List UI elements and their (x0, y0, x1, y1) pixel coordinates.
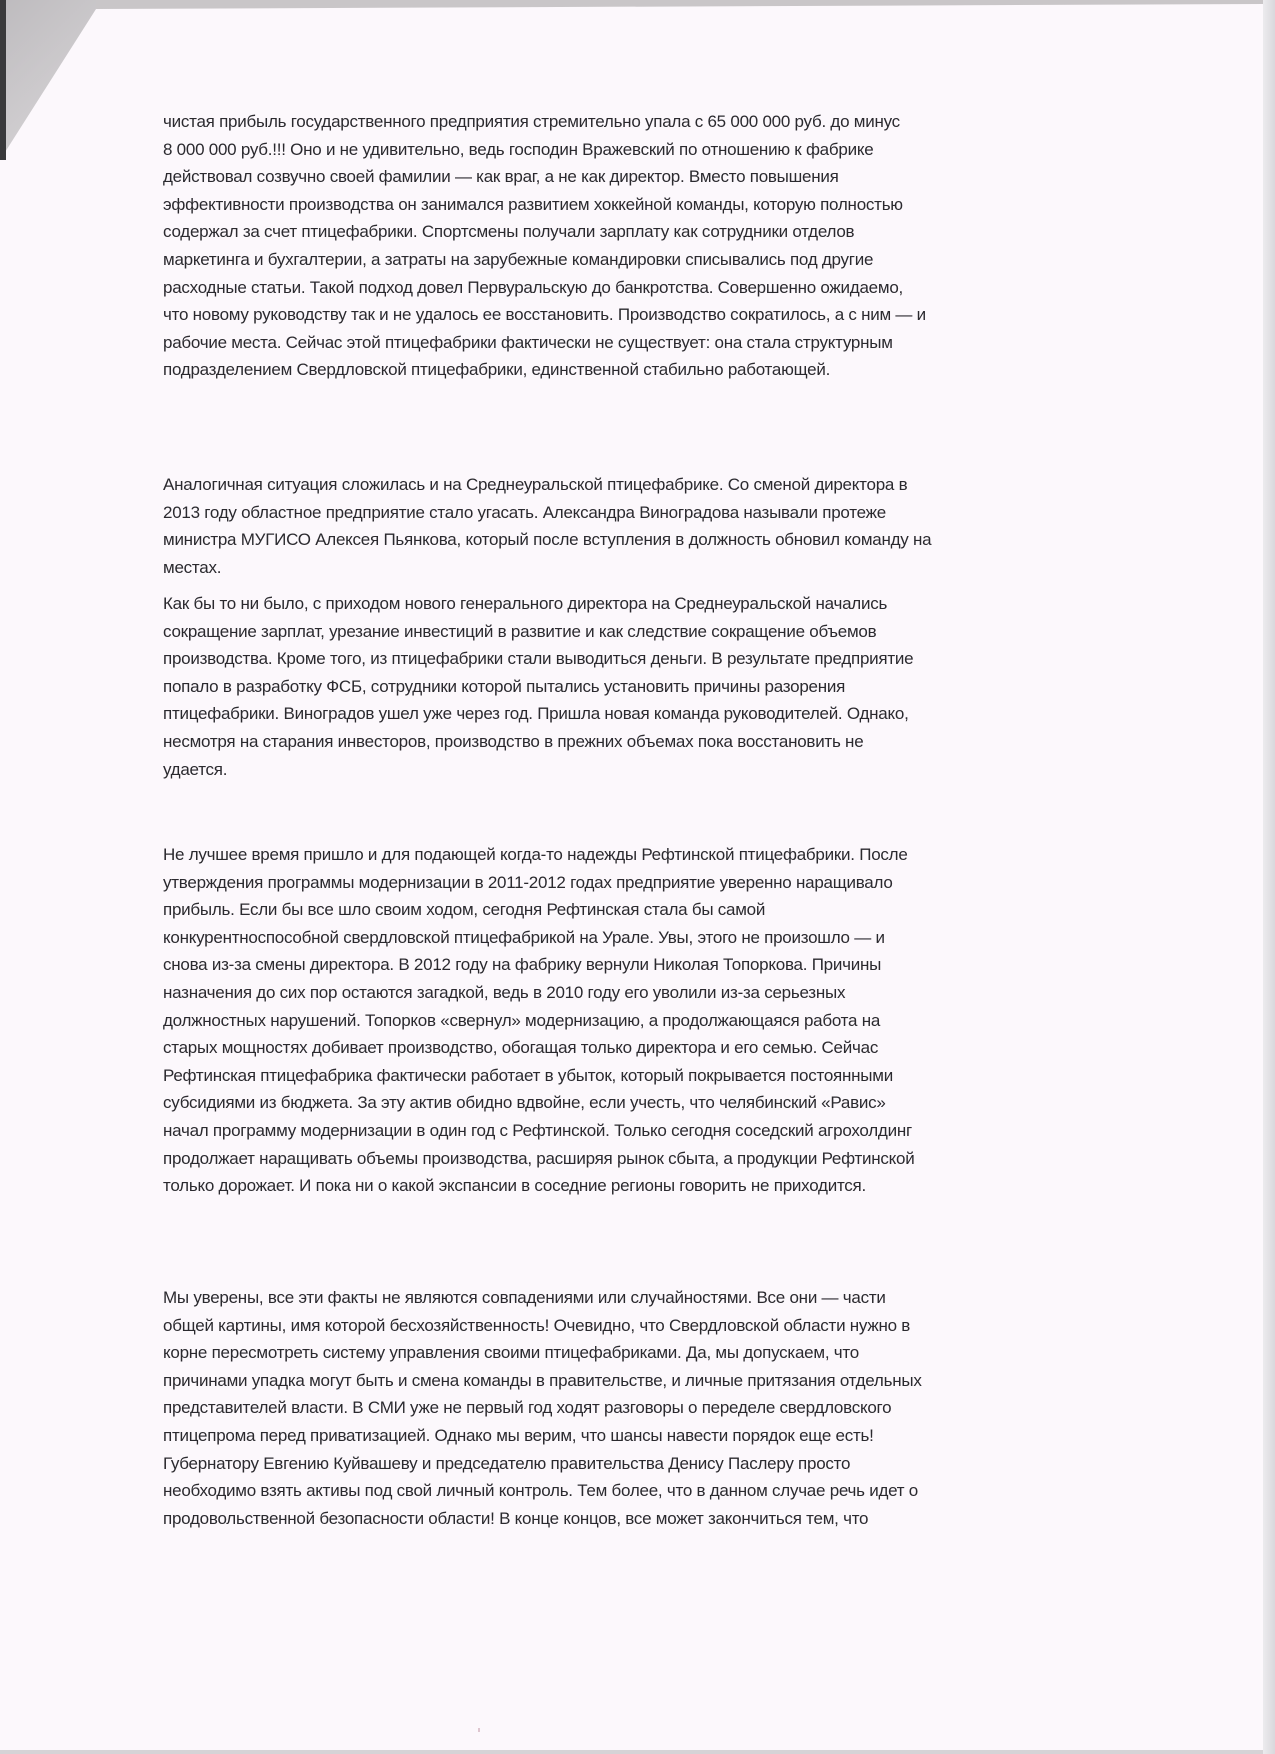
text-line: должностных нарушений. Топорков «свернул» модернизацию, а продолжающаяся работа на (163, 1010, 881, 1030)
text-line: продовольственной безопасности области! В конце концов, все может закончиться тем, что (163, 1508, 869, 1528)
page-right-edge (1263, 0, 1275, 1754)
text-line: субсидиями из бюджета. За эту актив обидно вдвойне, если учесть, что челябинский «Равис» (163, 1093, 886, 1113)
text-line: 8 000 000 руб.!!! Оно и не удивительно, ведь господин Вражевский по отношению к фабрике (163, 139, 874, 159)
text-line: содержал за счет птицефабрики. Спортсмены получали зарплату как сотрудники отделов (163, 222, 855, 242)
text-line: расходные статьи. Такой подход довел Первуральскую до банкротства. Совершенно ожидаемо, (163, 277, 903, 297)
text-line: рабочие места. Сейчас этой птицефабрики фактически не существует: она стала структурным (163, 332, 893, 352)
scan-edge-shadow (0, 0, 6, 160)
text-line: птицефабрики. Виноградов ушел уже через год. Пришла новая команда руководителей. Однако, (163, 704, 909, 724)
text-line: прибыль. Если бы все шло своим ходом, сегодня Рефтинская стала бы самой (163, 900, 766, 920)
text-line: снова из-за смены директора. В 2012 году на фабрику вернули Николая Топоркова. Причины (163, 955, 882, 975)
text-line: общей картины, имя которой бесхозяйственность! Очевидно, что Свердловской области нужно в (163, 1315, 911, 1335)
scan-speck (478, 1728, 480, 1732)
text-line: Как бы то ни было, с приходом нового генерального директора на Среднеуральской начались (163, 594, 888, 613)
text-line: подразделением Свердловской птицефабрики, единственной стабильно работающей. (163, 360, 831, 380)
text-line: действовал созвучно своей фамилии — как враг, а не как директор. Вместо повышения (163, 167, 839, 187)
text-line: министра МУГИСО Алексея Пьянкова, который после вступления в должность обновил команду на (163, 530, 932, 550)
text-line: причинами упадка могут быть и смена команды в правительстве, и личные притязания отдельных (163, 1370, 922, 1390)
text-line: производства. Кроме того, из птицефабрики стали выводиться деньги. В результате предприятие (163, 649, 914, 669)
text-line: сокращение зарплат, урезание инвестиций в развитие и как следствие сокращение объемов (163, 621, 877, 641)
text-line: назначения до сих пор остаются загадкой, ведь в 2010 году его уволили из-за серьезных (163, 983, 846, 1002)
text-line: Губернатору Евгению Куйвашеву и председателю правительства Денису Паслеру просто (163, 1453, 851, 1473)
text-line: маркетинга и бухгалтерии, а затраты на зарубежные командировки списывались под другие (163, 250, 874, 269)
text-line: удается. (163, 759, 228, 779)
text-line: попало в разработку ФСБ, сотрудники которой пытались установить причины разорения (163, 676, 846, 696)
text-line: птицепрома перед приватизацией. Однако мы верим, что шансы навести порядок еще есть! (163, 1426, 874, 1445)
text-line: Рефтинская птицефабрика фактически работает в убыток, который покрывается постоянными (163, 1065, 893, 1085)
text-line: что новому руководству так и не удалось ее восстановить. Производство сократилось, а с ним — и (163, 305, 926, 325)
text-line: Мы уверены, все эти факты не являются совпадениями или случайностями. Все они — части (163, 1288, 886, 1307)
text-line: начал программу модернизации в один год с Рефтинской. Только сегодня соседский агрохолдинг (163, 1121, 912, 1140)
text-line: только дорожает. И пока ни о какой экспансии в соседние регионы говорить не приходится. (163, 1176, 866, 1196)
text-line: чистая прибыль государственного предприятия стремительно упала с 65 000 000 руб. до минус (163, 112, 900, 131)
text-line: необходимо взять активы под свой личный контроль. Тем более, что в данном случае речь идет о (163, 1481, 918, 1501)
text-line: эффективности производства он занимался развитием хоккейной команды, которую полностью (163, 194, 903, 214)
text-line: местах. (163, 557, 222, 577)
text-line: конкурентноспособной свердловской птицефабрикой на Урале. Увы, этого не произошло — и (163, 927, 885, 947)
text-line: корне пересмотреть систему управления своими птицефабриками. Да, мы допускаем, что (163, 1343, 859, 1363)
text-line: Аналогичная ситуация сложилась и на Среднеуральской птицефабрике. Со сменой директора в (163, 475, 908, 494)
text-line: несмотря на старания инвесторов, производство в прежних объемах пока восстановить не (163, 732, 864, 751)
text-line: Не лучшее время пришло и для подающей когда-то надежды Рефтинской птицефабрики. После (163, 845, 908, 864)
text-line: старых мощностях добивает производство, обогащая только директора и его семью. Сейчас (163, 1038, 879, 1058)
text-line: утверждения программы модернизации в 2011-2012 годах предприятие уверенно наращивало (163, 872, 893, 892)
text-line: 2013 году областное предприятие стало угасать. Александра Виноградова называли протеже (163, 502, 886, 522)
text-line: продолжает наращивать объемы производства, расширяя рынок сбыта, а продукции Рефтинской (163, 1148, 915, 1168)
text-line: представителей власти. В СМИ уже не первый год ходят разговоры о переделе свердловского (163, 1398, 892, 1418)
